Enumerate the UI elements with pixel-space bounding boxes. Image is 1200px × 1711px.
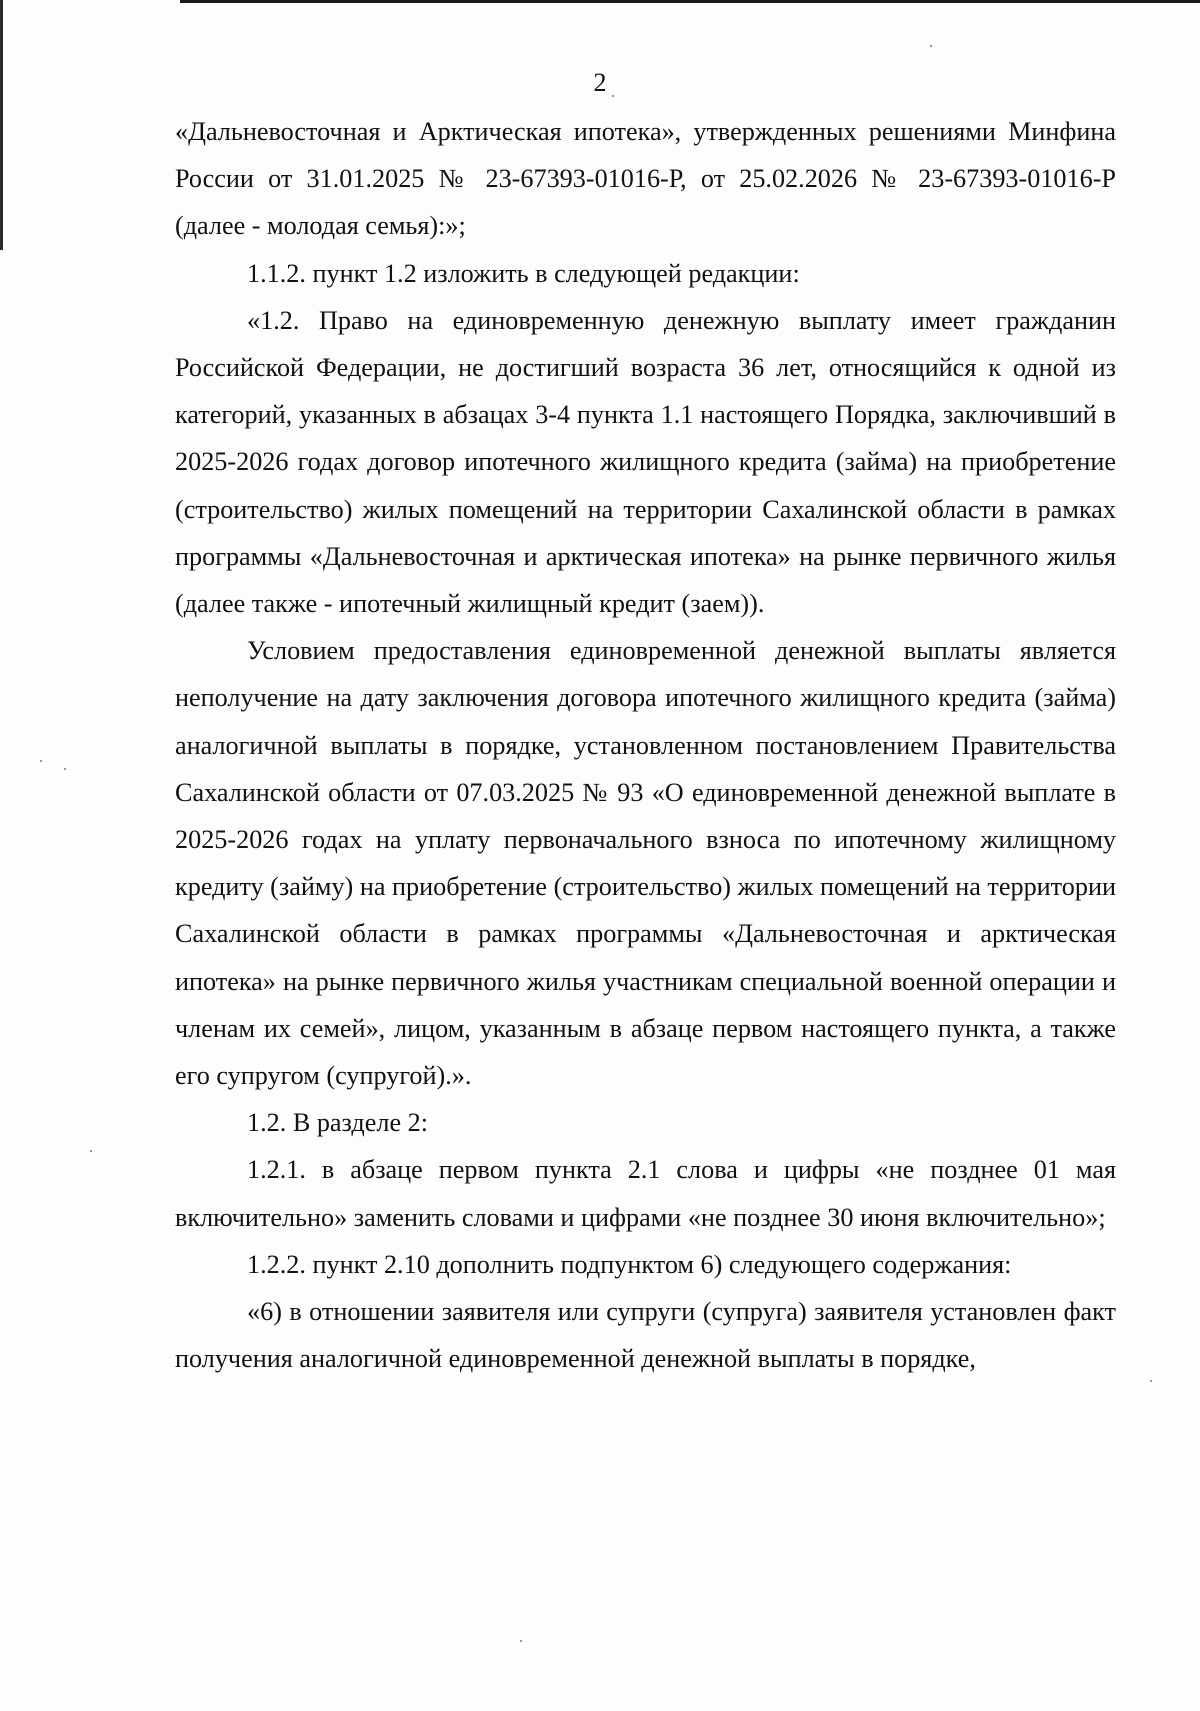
scan-speck (90, 1150, 92, 1152)
paragraph-item-1-2-quote: «1.2. Право на единовременную денежную выплату имеет гражданин Российской Федерации, не достигший возраста 36 лет, относящийся к одной из категорий, указанных в абзацах 3-4 пункта 1.1 настоящего Порядка, заключивший в 2025-2026 годах договор ипотечного жилищного кредита (займа) на приобретение (строительство) жилых помещений на территории Сахалинской области в рамках программы «Дальневосточная и арктическая ипотека» на рынке первичного жилья (далее также - ипотечный жилищный кредит (заем)). (175, 305, 1116, 619)
scan-speck (1150, 1380, 1152, 1382)
paragraph-item-1-2-1: 1.2.1. в абзаце первом пункта 2.1 слова и цифры «не позднее 01 мая включительно» заменить словами и цифрами «не позднее 30 июня включительно»; (175, 1155, 1116, 1232)
scan-top-border (180, 0, 1200, 3)
scan-speck (64, 768, 66, 770)
paragraph-condition: Условием предоставления единовременной денежной выплаты является неполучение на дату заключения договора ипотечного жилищного кредита (займа) аналогичной выплаты в порядке, установленном постановлением Правительства Сахалинской области от 07.03.2025 № 93 «О единовременной денежной выплате в 2025-2026 годах на уплату первоначального взноса по ипотечному жилищному кредиту (займу) на приобретение (строительство) жилых помещений на территории Сахалинской области в рамках программы «Дальневосточная и арктическая ипотека» на рынке первичного жилья участникам специальной военной операции и членам их семей», лицом, указанным в абзаце первом настоящего пункта, а также его супругом (супругой).». (175, 636, 1116, 1091)
scan-speck (612, 95, 614, 97)
scan-left-edge (0, 0, 3, 250)
page-number: 2 (593, 68, 607, 97)
paragraph-section-2-heading: 1.2. В разделе 2: (247, 1108, 428, 1138)
scan-speck (520, 1640, 522, 1642)
paragraph-continuation: «Дальневосточная и Арктическая ипотека», утвержденных решениями Минфина России от 31.01.2025 № 23-67393-01016-Р, от 25.02.2026 № 23-67393-01016-Р (далее - молодая семья):»; (175, 117, 1116, 241)
paragraph-item-1-1-2: 1.1.2. пункт 1.2 изложить в следующей редакции: (247, 258, 800, 288)
document-body (175, 108, 1116, 1382)
scan-speck (40, 760, 42, 762)
paragraph-subitem-6: «6) в отношении заявителя или супруги (супруга) заявителя установлен факт получения аналогичной единовременной денежной выплаты в порядке, (175, 1297, 1116, 1374)
scan-speck (930, 45, 932, 47)
paragraph-item-1-2-2: 1.2.2. пункт 2.10 дополнить подпунктом 6) следующего содержания: (247, 1249, 1012, 1279)
